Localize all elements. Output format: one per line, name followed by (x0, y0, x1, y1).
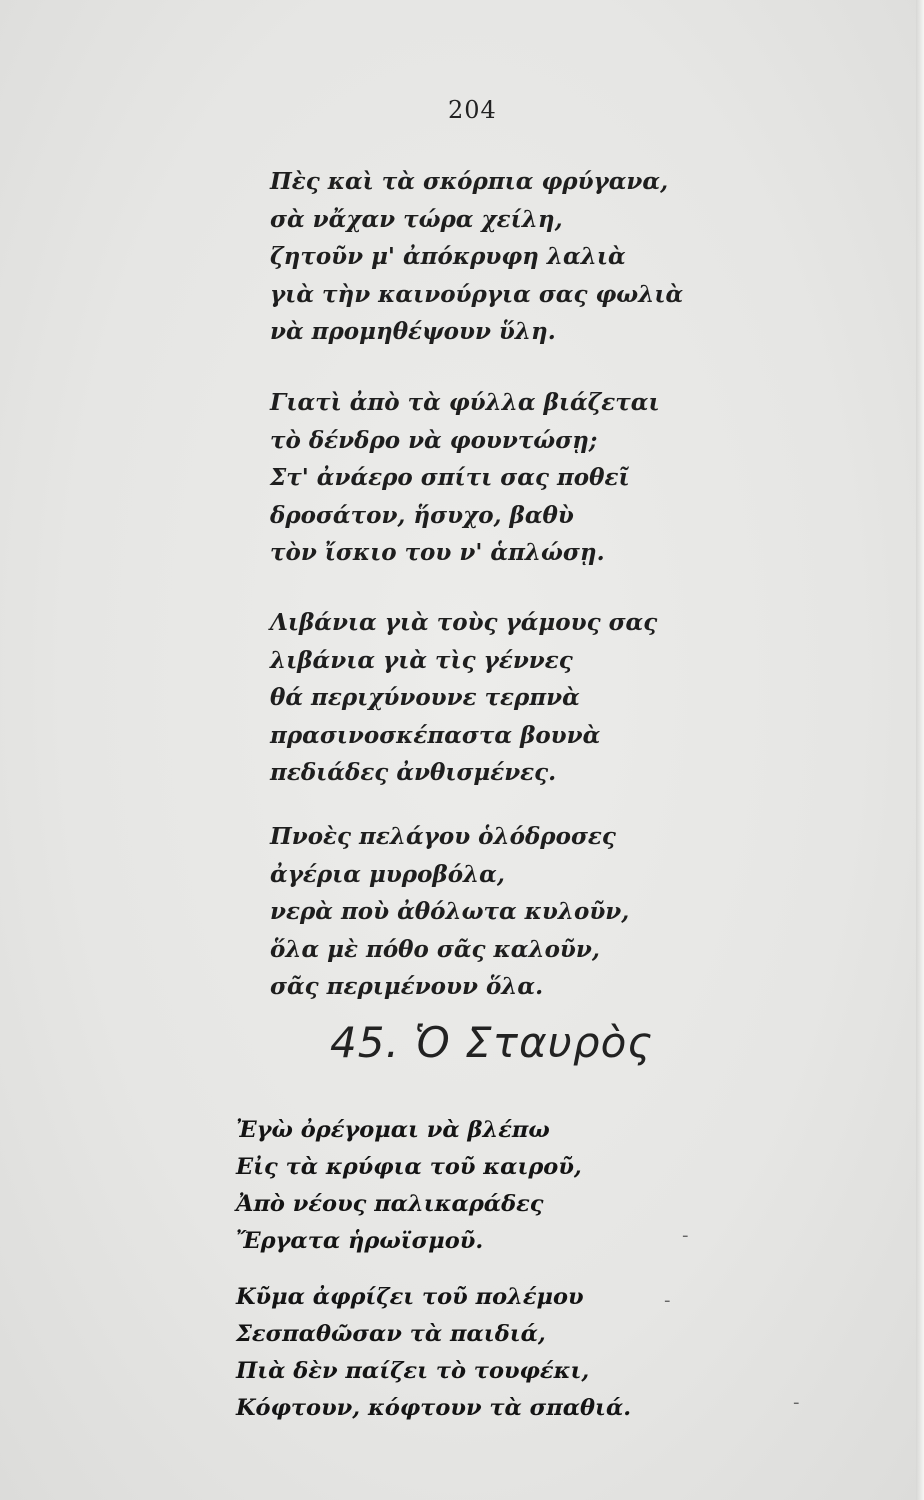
verse-line: Πιὰ δὲν παίζει τὸ τουφέκι, (236, 1358, 590, 1384)
verse-line: Ἐγὼ ὀρέγομαι νὰ βλέπω (236, 1117, 550, 1143)
verse-line: ζητοῦν μ' ἀπόκρυφη λαλιὰ (270, 243, 626, 270)
verse-line: σὰ νἄχαν τώρα χείλη, (270, 205, 563, 233)
verse-line: πεδιάδες ἀνθισμένες. (270, 759, 557, 786)
verse-line: Κόφτουν, κόφτουν τὰ σπαθιά. (236, 1395, 632, 1421)
stanza-2 (270, 384, 660, 572)
verse-line: θά περιχύνουνε τερπνὰ (270, 684, 580, 711)
verse-line: Σεσπαθῶσαν τὰ παιδιά, (236, 1321, 546, 1347)
poem-title: 45. Ὁ Σταυρὸς (330, 1018, 653, 1067)
verse-line: γιὰ τὴν καινούργια σας φωλιὰ (270, 280, 684, 308)
verse-line: σᾶς περιμένουν ὅλα. (270, 973, 544, 1000)
verse-line: τὸ δένδρο νὰ φουντώσῃ; (270, 426, 598, 454)
verse-line: νερὰ ποὺ ἀθόλωτα κυλοῦν, (270, 898, 630, 925)
verse-line: πρασινοσκέπαστα βουνὰ (270, 721, 601, 749)
verse-line: ὅλα μὲ πόθο σᾶς καλοῦν, (270, 935, 600, 963)
verse-line: δροσάτον, ἥσυχο, βαθὺ (270, 501, 574, 529)
verse-line: Ἔργατα ἡρωϊσμοῦ. (236, 1228, 484, 1254)
stanza-4 (270, 818, 629, 1006)
verse-line: Λιβάνια γιὰ τοὺς γάμους σας (270, 609, 658, 636)
verse-line: Εἰς τὰ κρύφια τοῦ καιροῦ, (236, 1154, 582, 1180)
verse-line: τὸν ἴσκιο του ν' ἁπλώσῃ. (270, 539, 605, 566)
print-mark: - (793, 1392, 800, 1413)
stanza-5 (236, 1112, 582, 1260)
stanza-1 (270, 163, 683, 351)
print-mark: - (682, 1225, 689, 1246)
verse-line: Στ' ἀνάερο σπίτι σας ποθεῖ (270, 464, 630, 491)
verse-line: Ἀπὸ νέους παλικαράδες (236, 1191, 544, 1217)
stanza-6 (236, 1279, 631, 1427)
verse-line: Κῦμα ἀφρίζει τοῦ πολέμου (236, 1284, 584, 1310)
stanza-3 (270, 604, 657, 792)
page-edge-shadow (916, 0, 924, 1500)
verse-line: Γιατὶ ἀπὸ τὰ φύλλα βιάζεται (270, 389, 660, 416)
verse-line: Πνοὲς πελάγου ὁλόδροσες (270, 823, 616, 850)
verse-line: νὰ προμηθέψουν ὕλη. (270, 318, 556, 345)
print-mark: - (664, 1290, 671, 1311)
verse-line: λιβάνια γιὰ τὶς γέννες (270, 646, 573, 674)
verse-line: Πὲς καὶ τὰ σκόρπια φρύγανα, (270, 168, 669, 195)
verse-line: ἀγέρια μυροβόλα, (270, 860, 505, 888)
page-number: 204 (448, 96, 497, 124)
